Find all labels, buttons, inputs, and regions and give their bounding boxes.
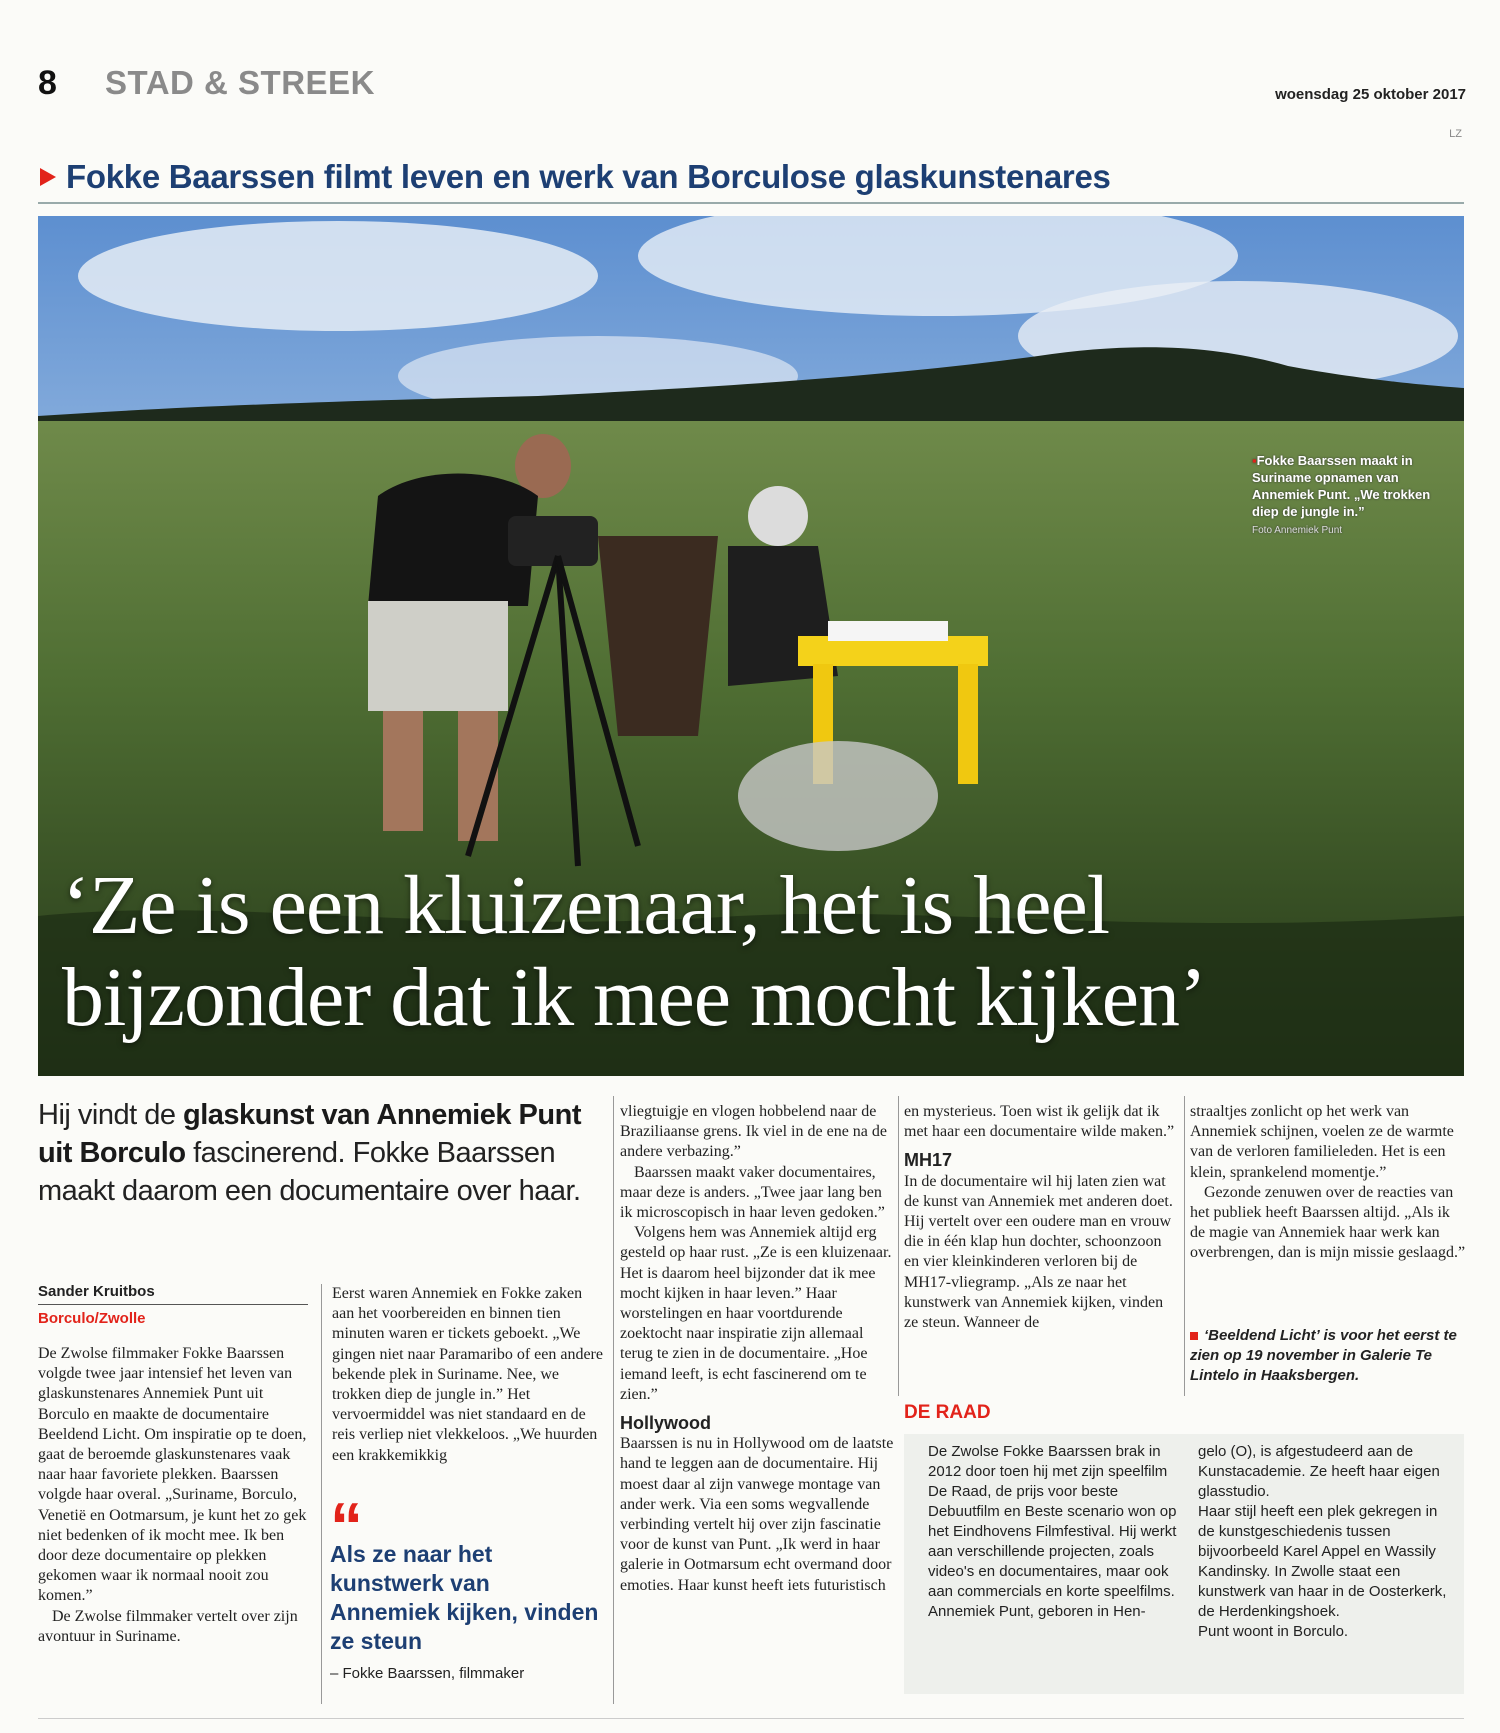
article-column-5 — [1190, 1102, 1466, 1264]
infobox-paragraph: Annemiek Punt, geboren in Hen- — [928, 1603, 1146, 1620]
paragraph: Baarssen maakt vaker documentaires, maar deze is anders. „Twee jaar lang ben ik microscopisch in haar leven gedoken.” — [620, 1163, 885, 1222]
divider — [38, 1304, 308, 1305]
article-column-3 — [620, 1102, 896, 1596]
infobox-paragraph: Punt woont in Borculo. — [1198, 1623, 1349, 1640]
divider — [38, 202, 1464, 204]
headline — [62, 860, 1462, 1044]
paragraph: Gezonde zenuwen over de reacties van het publiek heeft Baarssen altijd. „Als ik de magie van Annemiek haar werk kan overbrengen, dan is mijn missie geslaagd.” — [1190, 1183, 1466, 1262]
intro-text — [38, 1096, 608, 1210]
footnote-text: ‘Beeldend Licht’ is voor het eerst te zien op 19 november in Galerie Te Lintelo in Haaksbergen. — [1190, 1327, 1457, 1384]
infobox-paragraph: Haar stijl heeft een plek gekregen in de kunstgeschiedenis tussen bijvoorbeeld Karel Appel en Wassily Kandinsky. In Zwolle staat een kunstwerk van haar in de Oosterkerk, de Herdenkingshoek. — [1198, 1503, 1447, 1620]
column-divider — [321, 1284, 322, 1704]
intro-part-2: fascinerend. Fokke Baarssen maakt daarom een documentaire over haar. — [38, 1137, 581, 1207]
byline-place: Borculo/Zwolle — [38, 1310, 146, 1327]
infobox-paragraph: De Zwolse Fokke Baarssen brak in 2012 door toen hij met zijn speelfilm De Raad, de prijs voor beste Debuutfilm en Beste scenario won op het Eindhovens Filmfestival. Hij werkt aan verschillende projecten, zoals video's en documentaires, maar ook aan commercials en korte speelfilms. — [928, 1443, 1177, 1600]
infobox-column-2 — [1198, 1442, 1456, 1642]
caption-name: Fokke Baarssen — [1256, 453, 1357, 468]
infobox-paragraph: gelo (O), is afgestudeerd aan de Kunstacademie. Ze heeft haar eigen glasstudio. — [1198, 1443, 1440, 1500]
column-divider — [613, 1096, 614, 1704]
paragraph: straaltjes zonlicht op het werk van Annemiek schijnen, voelen ze de warmte van de verloren familieleden. Het is een klein, sprankelend momentje.” — [1190, 1103, 1454, 1181]
paragraph: In de documentaire wil hij laten zien wat de kunst van Annemiek met anderen doet. Hij vertelt over een oudere man en vrouw die in één klap hun dochter, schoonzoon en vier kleinkinderen verloren bij de MH17-vliegramp. „Als ze naar het kunstwerk van Annemiek kijken, vinden ze steun. Wanneer de — [904, 1172, 1173, 1332]
column-divider — [898, 1096, 899, 1396]
divider — [38, 1718, 1464, 1719]
paragraph: en mysterieus. Toen wist ik gelijk dat ik met haar een documentaire wilde maken.” — [904, 1103, 1175, 1141]
column-divider — [1184, 1096, 1185, 1396]
infobox-column-1 — [928, 1442, 1186, 1622]
kicker-title: Fokke Baarssen filmt leven en werk van Borculose glaskunstenares — [66, 158, 1111, 195]
footnote-marker — [1190, 1332, 1198, 1340]
section-title: STAD & STREEK — [105, 64, 375, 101]
publication-date: woensdag 25 oktober 2017 — [1275, 86, 1466, 103]
pull-quote: Als ze naar het kunstwerk van Annemiek kijken, vinden ze steun — [330, 1541, 599, 1654]
pull-quote-attribution: – Fokke Baarssen, filmmaker — [330, 1665, 525, 1682]
paragraph: vliegtuigje en vlogen hobbelend naar de Braziliaanse grens. Ik viel in de ene na de andere verbazing.” — [620, 1103, 887, 1161]
paragraph: Volgens hem was Annemiek altijd erg gesteld op haar rust. „Ze is een kluizenaar. Het is daarom heel bijzonder dat ik mee mocht kijken in haar leven.” Haar worstelingen en haar voortdurende zoektocht naar inspiratie zijn allemaal terug te zien in de documentaire. „Hoe iemand leeft, is echt fascinerend om te zien.” — [620, 1224, 892, 1403]
paragraph: Eerst waren Annemiek en Fokke zaken aan het voorbereiden en binnen tien minuten waren er tickets geboekt. „We gingen niet naar Paramaribo of een andere bekende plek in Suriname. Nee, we trokken diep de jungle in.” Het vervoermiddel was niet standaard en de reis verliep niet vlekkeloos. „We huurden een krakkemikkig — [332, 1285, 603, 1464]
photo-caption — [1252, 452, 1452, 539]
footnote — [1190, 1326, 1460, 1386]
edition-code: LZ — [1449, 128, 1462, 140]
paragraph: De Zwolse filmmaker vertelt over zijn avontuur in Suriname. — [38, 1607, 298, 1645]
caption-marker: ▪ — [1252, 453, 1257, 468]
intro-part-1: Hij vindt de — [38, 1099, 184, 1131]
headline-line-2: bijzonder dat ik mee mocht kijken’ — [62, 951, 1206, 1044]
page-number: 8 — [38, 64, 57, 102]
quote-icon: “ — [330, 1489, 363, 1563]
kicker-arrow-icon — [40, 168, 56, 186]
article-column-1 — [38, 1344, 314, 1647]
byline-author: Sander Kruitbos — [38, 1283, 155, 1300]
subheading: MH17 — [904, 1150, 953, 1171]
paragraph: De Zwolse filmmaker Fokke Baarssen volgde twee jaar intensief het leven van glaskunstenares Annemiek Punt uit Borculo en maakte de documentaire Beeldend Licht. Om inspiratie op te doen, gaat de beroemde glaskunstenares vaak naar haar favoriete plekken. Baarssen volgde haar overal. „Suriname, Borculo, Venetië en Ootmarsum, je kunt het zo gek niet bedenken of ik mocht mee. Ik ben door deze documentaire op plekken gekomen waar ik normaal nooit zou komen.” — [38, 1345, 307, 1605]
paragraph: Baarssen is nu in Hollywood om de laatste hand te leggen aan de documentaire. Hij moest daar al zijn vanwege montage van ander werk. Via een soms wegvallende verbinding vertelt hij over zijn fascinatie voor de kunst van Punt. „Ik werd in haar galerie in Ootmarsum echt overmand door emoties. Haar kunst heeft iets futuristisch — [620, 1435, 894, 1594]
article-column-4 — [904, 1102, 1180, 1333]
caption-text: maakt in Suriname opnamen van Annemiek Punt. „We trokken diep de jungle in.” — [1252, 453, 1431, 519]
subheading: Hollywood — [620, 1413, 711, 1434]
headline-line-1: ‘Ze is een kluizenaar, het is heel — [62, 859, 1110, 952]
article-column-2 — [332, 1284, 608, 1466]
intro-bold: glaskunst van Annemiek Punt uit Borculo — [38, 1099, 581, 1169]
infobox-title: DE RAAD — [904, 1402, 991, 1423]
photo-credit: Foto Annemiek Punt — [1252, 525, 1343, 536]
